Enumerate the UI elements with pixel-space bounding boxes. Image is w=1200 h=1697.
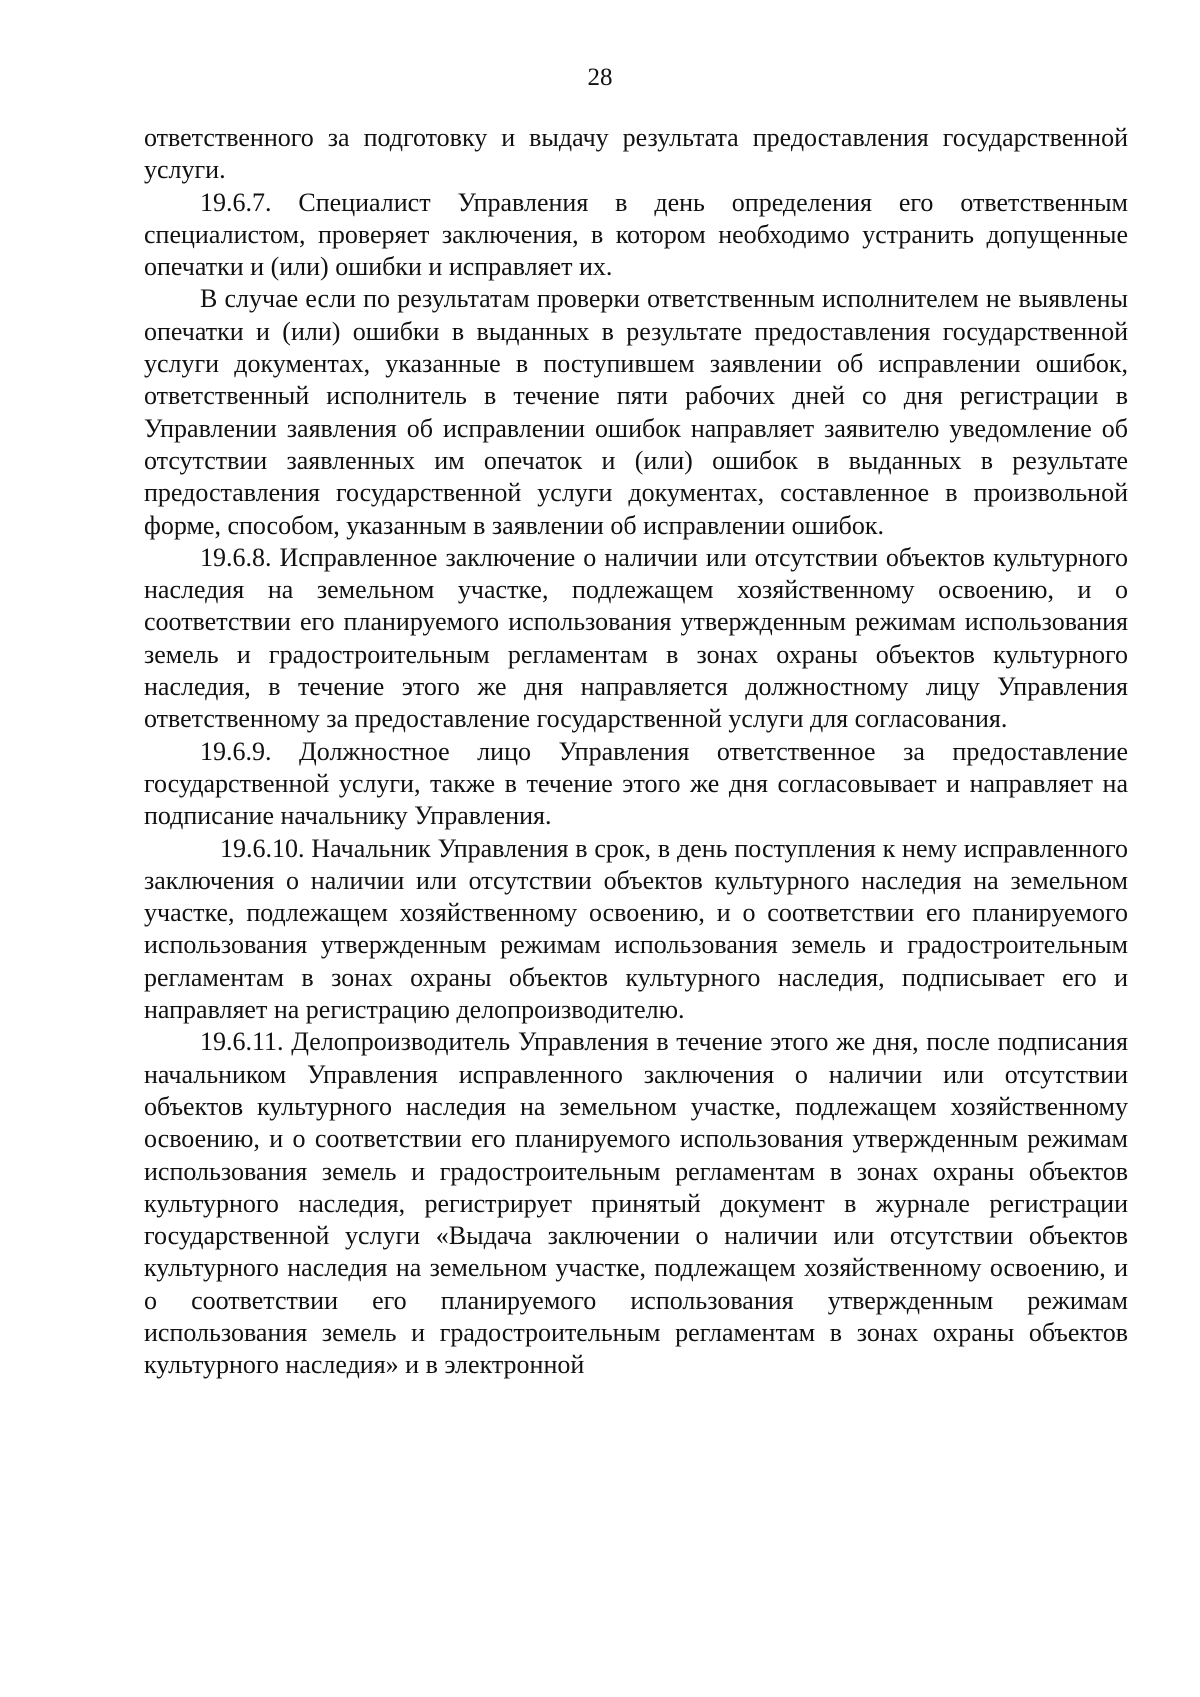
paragraph-19-6-10: 19.6.10. Начальник Управления в срок, в день поступления к нему исправленного заключения о наличии или отсутствии объектов культурного наследия на земельном участке, подлежащем хозяйственному освоению, и о соответствии его планируемого использования утвержденным режимам использования земель и градостроительным регламентам в зонах охраны объектов культурного наследия, подписывает его и направляет на регистрацию делопроизводителю. [144, 833, 1128, 1025]
paragraph-19-6-7: 19.6.7. Специалист Управления в день определения его ответственным специалистом, проверяет заключения, в котором необходимо устранить допущенные опечатки и (или) ошибки и исправляет их. [144, 187, 1128, 282]
paragraph-19-6-11: 19.6.11. Делопроизводитель Управления в течение этого же дня, после подписания начальником Управления исправленного заключения о наличии или отсутствии объектов культурного наследия на земельном участке, подлежащем хозяйственному освоению, и о соответствии его планируемого использования утвержденным режимам использования земель и градостроительным регламентам в зонах охраны объектов культурного наследия, регистрирует принятый документ в журнале регистрации государственной услуги «Выдача заключении о наличии или отсутствии объектов культурного наследия на земельном участке, подлежащем хозяйственному освоению, и о соответствии его планируемого использования утвержденным режимам использования земель и градостроительным регламентам в зонах охраны объектов культурного наследия» и в электронной [144, 1027, 1128, 1380]
paragraph-19-6-8: 19.6.8. Исправленное заключение о наличии или отсутствии объектов культурного наследия на земельном участке, подлежащем хозяйственному освоению, и о соответствии его планируемого использования утвержденным режимам использования земель и градостроительным регламентам в зонах охраны объектов культурного наследия, в течение этого же дня направляется должностному лицу Управления ответственному за предоставление государственной услуги для согласования. [144, 542, 1128, 734]
paragraph-continuation: ответственного за подготовку и выдачу результата предоставления государственной услуги. [144, 123, 1128, 185]
paragraph-19-6-9: 19.6.9. Должностное лицо Управления ответственное за предоставление государственной услуги, также в течение этого же дня согласовывает и направляет на подписание начальнику Управления. [144, 736, 1128, 831]
document-body [144, 122, 1128, 1382]
paragraph-case-no-errors: В случае если по результатам проверки ответственным исполнителем не выявлены опечатки и (или) ошибки в выданных в результате предоставления государственной услуги документах, указанные в поступившем заявлении об исправлении ошибок, ответственный исполнитель в течение пяти рабочих дней со дня регистрации в Управлении заявления об исправлении ошибок направляет заявителю уведомление об отсутствии заявленных им опечаток и (или) ошибок в выданных в результате предоставления государственной услуги документах, составленное в произвольной форме, способом, указанным в заявлении об исправлении ошибок. [144, 284, 1128, 540]
page-number: 28 [587, 64, 613, 91]
